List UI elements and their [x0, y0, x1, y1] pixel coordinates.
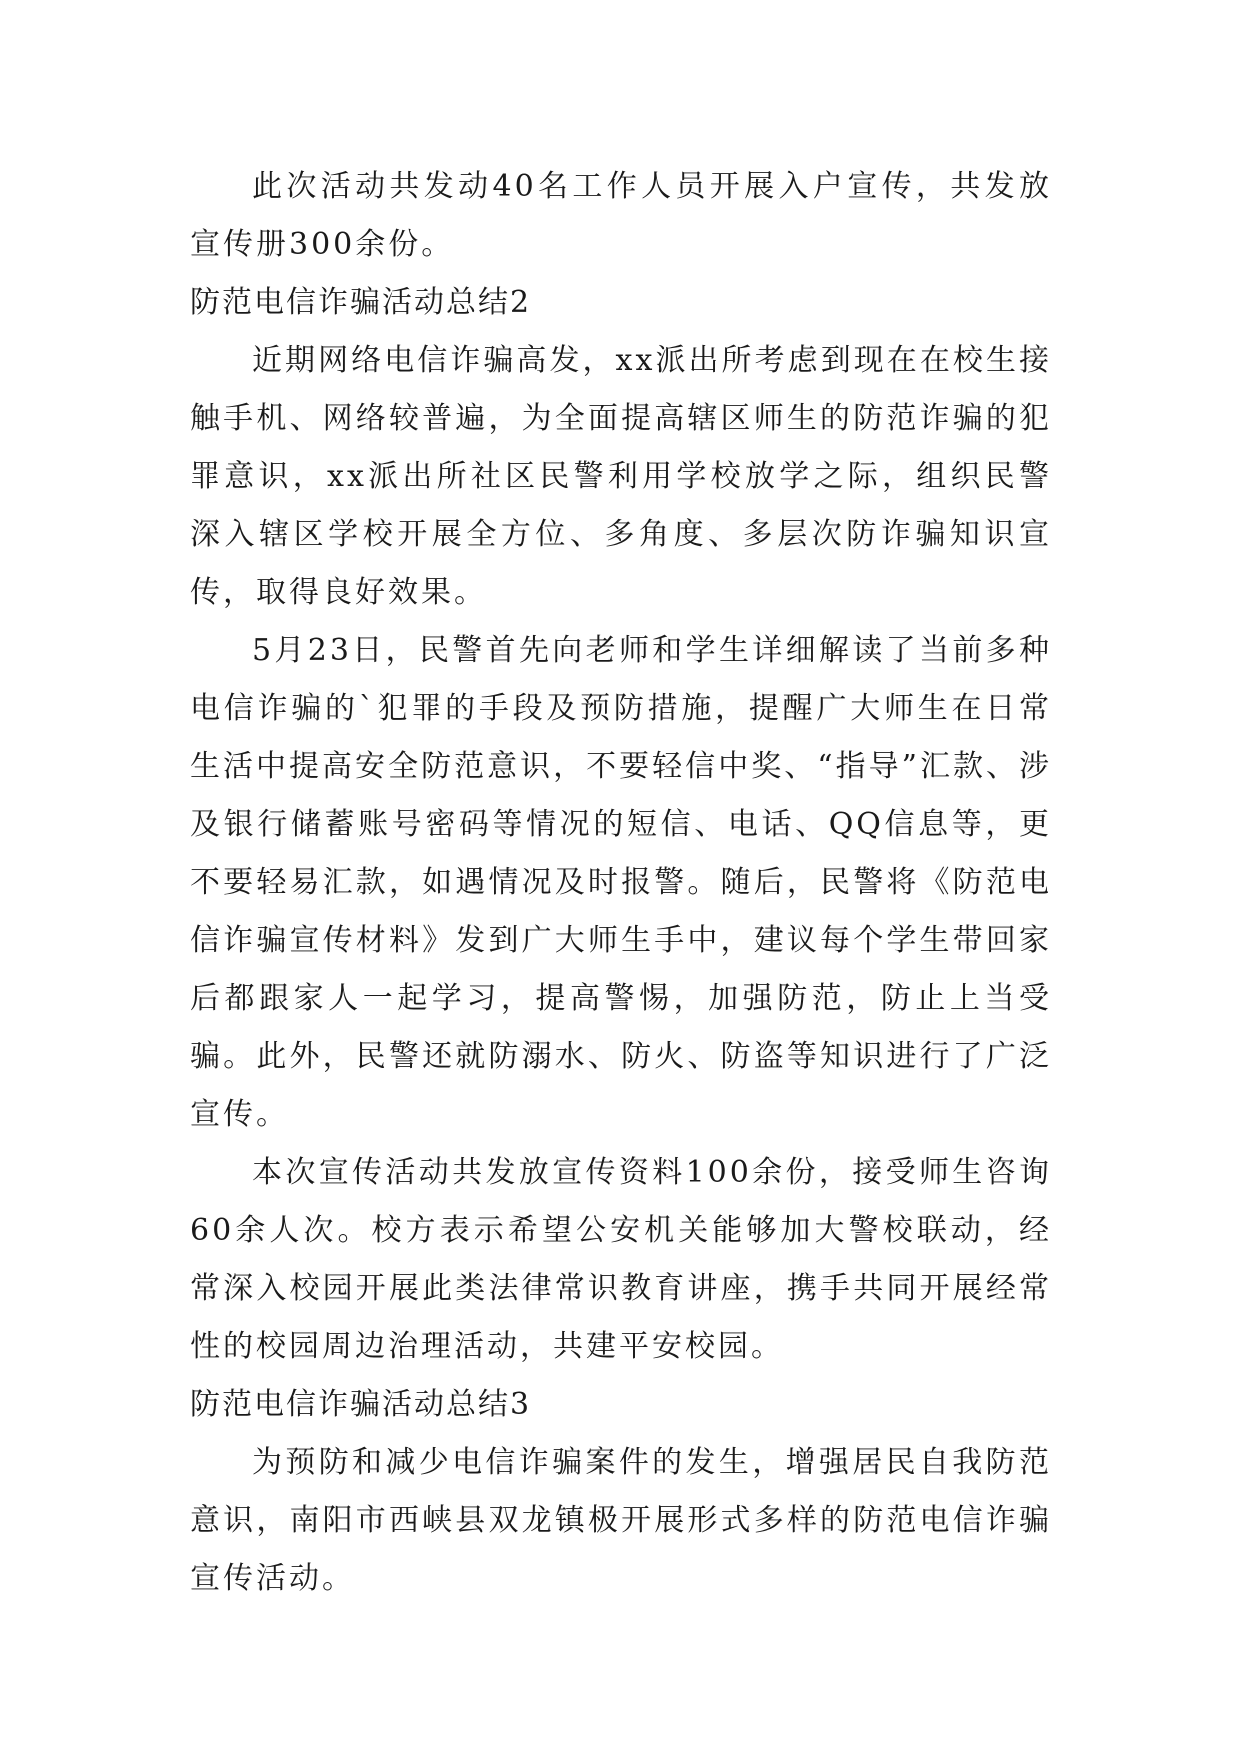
- section-heading-2: 防范电信诈骗活动总结2: [190, 285, 532, 320]
- paragraph-campaign-results: 本次宣传活动共发放宣传资料100余份，接受师生咨询60余人次。校方表示希望公安机关能够加大警校联动，经常深入校园开展此类法律常识教育讲座，携手共同开展经常性的校园周边治理活动，共建平安校园。: [190, 1155, 1052, 1364]
- paragraph-campus-background: 近期网络电信诈骗高发，xx派出所考虑到现在在校生接触手机、网络较普遍，为全面提高辖区师生的防范诈骗的犯罪意识，xx派出所社区民警利用学校放学之际，组织民警深入辖区学校开展全方位、多角度、多层次防诈骗知识宣传，取得良好效果。: [190, 343, 1052, 610]
- paragraph-town-campaign: 为预防和减少电信诈骗案件的发生，增强居民自我防范意识，南阳市西峡县双龙镇极开展形式多样的防范电信诈骗宣传活动。: [190, 1445, 1052, 1596]
- document-body: [190, 158, 1052, 1608]
- paragraph-may-23-activity: 5月23日，民警首先向老师和学生详细解读了当前多种电信诈骗的`犯罪的手段及预防措施，提醒广大师生在日常生活中提高安全防范意识，不要轻信中奖、“指导”汇款、涉及银行储蓄账号密码等情况的短信、电话、QQ信息等，更不要轻易汇款，如遇情况及时报警。随后，民警将《防范电信诈骗宣传材料》发到广大师生手中，建议每个学生带回家后都跟家人一起学习，提高警惕，加强防范，防止上当受骗。此外，民警还就防溺水、防火、防盗等知识进行了广泛宣传。: [190, 633, 1052, 1132]
- section-heading-3: 防范电信诈骗活动总结3: [190, 1387, 532, 1422]
- paragraph-outreach-summary: 此次活动共发动40名工作人员开展入户宣传，共发放宣传册300余份。: [190, 169, 1052, 262]
